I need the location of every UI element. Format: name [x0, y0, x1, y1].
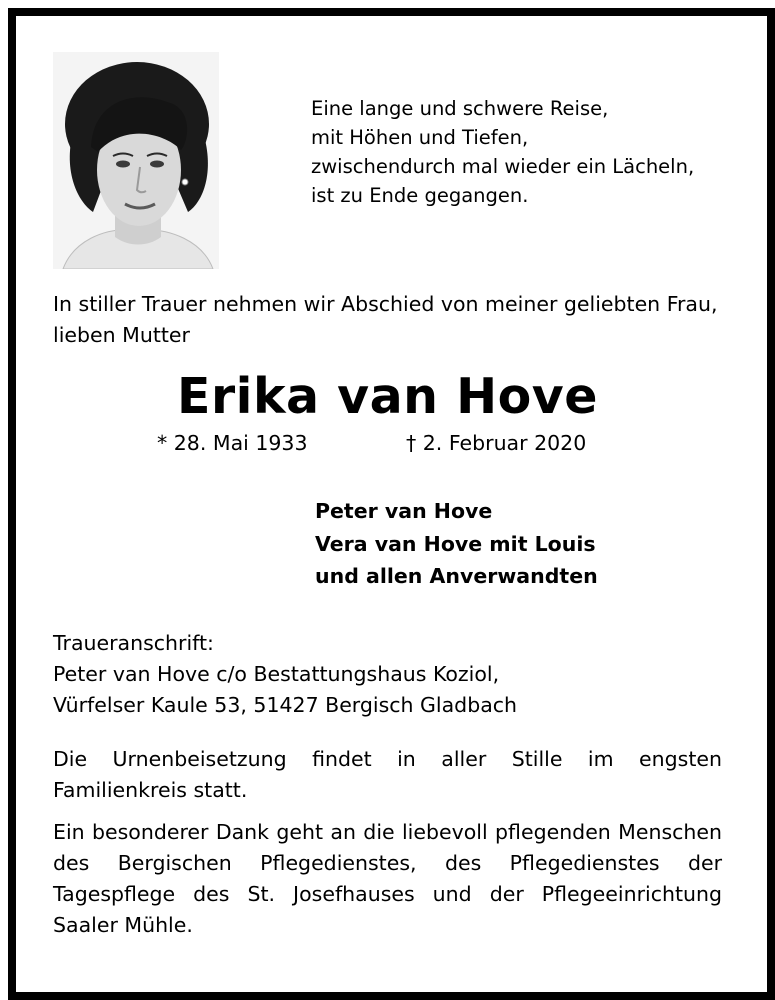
poem-line: ist zu Ende gegangen. — [311, 184, 529, 207]
memorial-poem — [311, 94, 694, 210]
mourners-list — [315, 495, 598, 593]
poem-line: zwischendurch mal wieder ein Lächeln, — [311, 155, 695, 178]
mourning-address — [53, 628, 517, 721]
address-label: Traueranschrift: — [53, 631, 214, 655]
portrait-image — [53, 52, 219, 269]
birth-date: * 28. Mai 1933 — [157, 431, 308, 455]
address-line: Peter van Hove c/o Bestattungshaus Koziol, — [53, 662, 500, 686]
poem-line: mit Höhen und Tiefen, — [311, 126, 529, 149]
mourner-entry: Peter van Hove — [315, 499, 493, 523]
deceased-name: Erika van Hove — [177, 368, 598, 425]
thanks-paragraph: Ein besonderer Dank geht an die liebevoll pflegenden Menschen des Bergischen Pflegedienstes, des Pflegedienstes der Tagespflege des St. Josefhauses und der Pflegeeinrichtung Saaler Mühle. — [53, 820, 722, 937]
poem-line: Eine lange und schwere Reise, — [311, 97, 609, 120]
mourner-entry: Vera van Hove mit Louis — [315, 531, 596, 556]
address-line: Vürfelser Kaule 53, 51427 Bergisch Gladbach — [53, 693, 518, 717]
burial-notice-paragraph: Die Urnenbeisetzung findet in aller Stille im engsten Familienkreis statt. — [53, 747, 722, 802]
death-date: † 2. Februar 2020 — [406, 431, 587, 455]
portrait-photo — [53, 52, 219, 269]
mourner-entry: und allen Anverwandten — [315, 564, 598, 588]
intro-text: In stiller Trauer nehmen wir Abschied von meiner geliebten Frau, lieben Mutter — [53, 292, 718, 347]
